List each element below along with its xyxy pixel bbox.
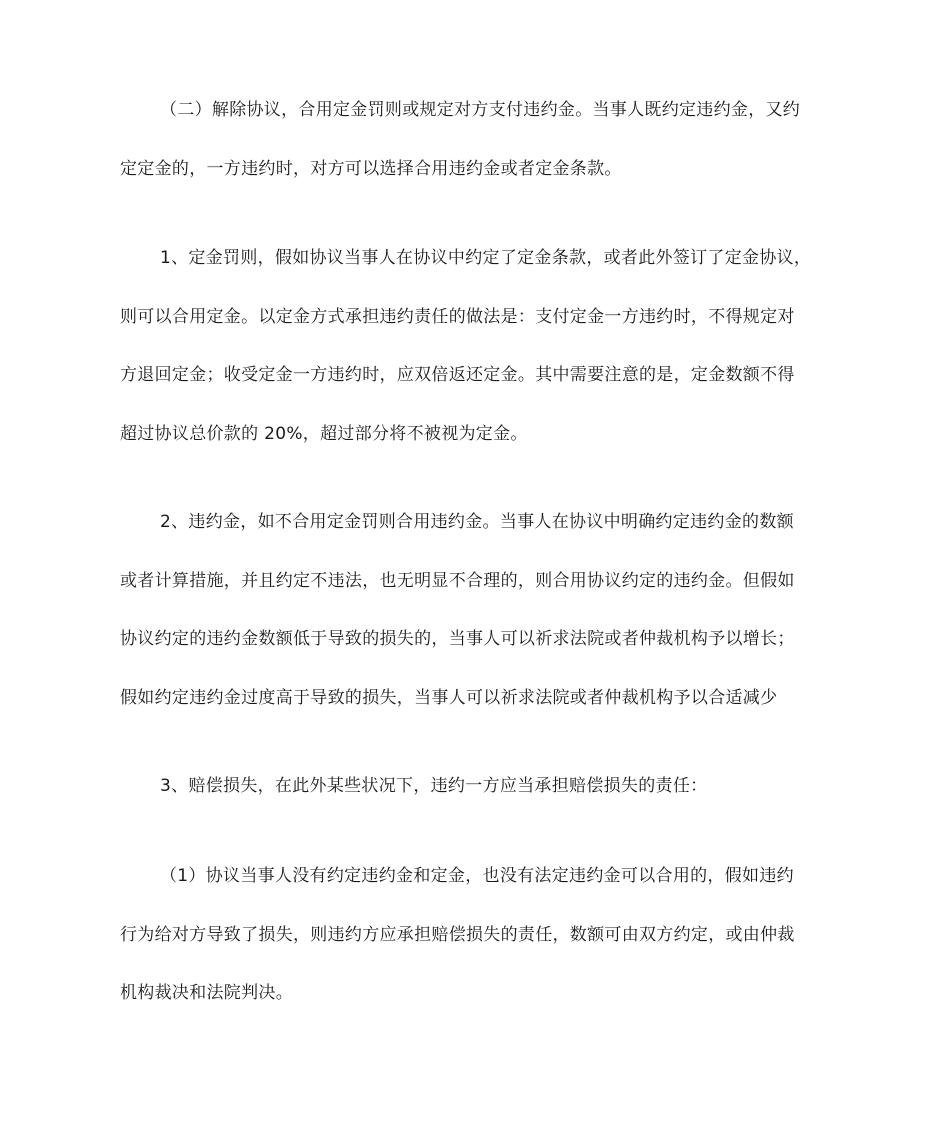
text-line: 2、违约金，如不合用定金罚则合用违约金。当事人在协议中明确约定违约金的数额 — [160, 512, 794, 532]
text-line: 或者计算措施，并且约定不违法，也无明显不合理的，则合用协议约定的违约金。但假如 — [120, 570, 795, 591]
text-line: （二）解除协议，合用定金罚则或规定对方支付违约金。当事人既约定违约金，又约 — [160, 100, 801, 120]
text-line: （1）协议当事人没有约定违约金和定金，也没有法定违约金可以合用的，假如违约 — [160, 866, 794, 886]
text-line: 超过协议总价款的 20%，超过部分将不被视为定金。 — [120, 423, 528, 444]
paragraph-liquidated-damages — [120, 493, 840, 727]
text-line: 假如约定违约金过度高于导致的损失，当事人可以祈求法院或者仲裁机构予以合适减少 — [120, 687, 778, 708]
text-line: 机构裁决和法院判决。 — [120, 983, 293, 1003]
text-line: 定定金的，一方违约时，对方可以选择合用违约金或者定金条款。 — [120, 158, 622, 179]
paragraph-termination-options — [120, 81, 840, 198]
text-line: 1、定金罚则，假如协议当事人在协议中约定了定金条款，或者此外签订了定金协议， — [160, 248, 812, 268]
text-line: 行为给对方导致了损失，则违约方应承担赔偿损失的责任，数额可由双方约定，或由仲裁 — [120, 924, 795, 945]
paragraph-deposit-rule — [120, 229, 840, 463]
paragraph-compensation — [120, 757, 840, 816]
paragraph-compensation-case-1 — [120, 847, 840, 1023]
text-line: 3、赔偿损失，在此外某些状况下，违约一方应当承担赔偿损失的责任： — [160, 776, 708, 796]
text-line: 方退回定金；收受定金一方违约时，应双倍返还定金。其中需要注意的是，定金数额不得 — [120, 365, 795, 385]
text-line: 协议约定的违约金数额低于导致的损失的，当事人可以祈求法院或者仲裁机构予以增长； — [120, 629, 795, 649]
text-line: 则可以合用定金。以定金方式承担违约责任的做法是：支付定金一方违约时，不得规定对 — [120, 306, 795, 327]
